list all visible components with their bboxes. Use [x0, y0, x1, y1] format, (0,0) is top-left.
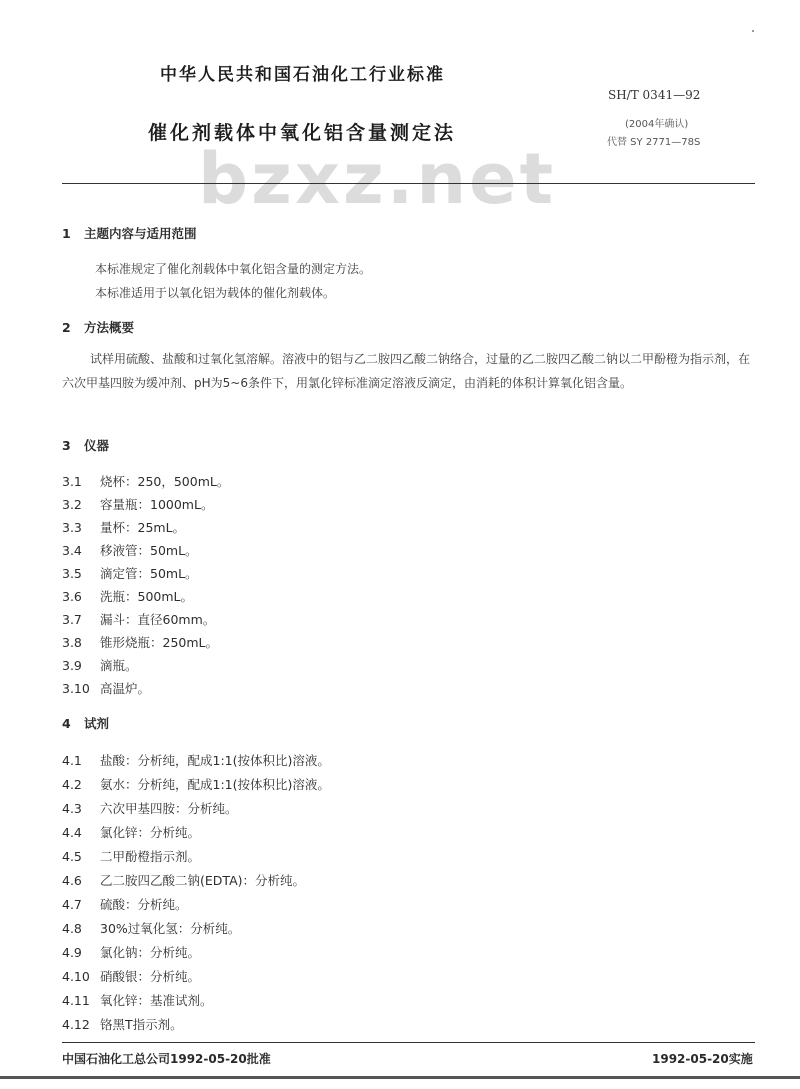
- list-item: 4.5 二甲酚橙指示剂。: [62, 849, 201, 864]
- list-item: 4.3 六次甲基四胺：分析纯。: [62, 801, 238, 816]
- list-item: 4.9 氯化钠：分析纯。: [62, 945, 201, 960]
- list-item: 3.2 容量瓶：1000mL。: [62, 497, 214, 512]
- list-item: 4.1 盐酸：分析纯，配成1:1(按体积比)溶液。: [62, 753, 330, 768]
- list-item: 4.4 氯化锌：分析纯。: [62, 825, 201, 840]
- section-title: 试剂: [84, 716, 110, 731]
- list-item: 4.6 乙二胺四乙酸二钠(EDTA)：分析纯。: [62, 873, 305, 888]
- section-number: 4: [62, 716, 71, 731]
- list-item: 4.7 硫酸：分析纯。: [62, 897, 188, 912]
- confirmation-note: (2004年确认): [625, 119, 689, 130]
- list-item: 3.3 量杯：25mL。: [62, 520, 186, 535]
- list-item: 4.10 硝酸银：分析纯。: [62, 969, 201, 984]
- section-number: 2: [62, 320, 71, 335]
- list-item: 4.8 30%过氧化氢：分析纯。: [62, 921, 241, 936]
- list-item: 3.8 锥形烧瓶：250mL。: [62, 635, 218, 650]
- section-title: 方法概要: [84, 320, 135, 335]
- approval-note: 中国石油化工总公司1992-05-20批准: [62, 1052, 271, 1066]
- section-number: 1: [62, 226, 71, 241]
- section-2-heading: [62, 318, 134, 336]
- document-title: 催化剂载体中氧化铝含量测定法: [148, 122, 457, 144]
- issuing-organization: 中华人民共和国石油化工行业标准: [160, 65, 445, 85]
- standard-code: SH/T 0341—92: [608, 88, 701, 102]
- list-item: 4.12 铬黑T指示剂。: [62, 1017, 183, 1032]
- section-1-paragraph-1: 本标准规定了催化剂载体中氧化铝含量的测定方法。: [95, 262, 372, 276]
- section-1-heading: [62, 224, 197, 242]
- list-item: 3.7 漏斗：直径60mm。: [62, 612, 216, 627]
- section-3-heading: [62, 436, 109, 454]
- scan-edge: [0, 1076, 800, 1079]
- section-4-heading: [62, 714, 109, 732]
- footer-rule: [62, 1042, 755, 1043]
- section-title: 主题内容与适用范围: [84, 226, 197, 241]
- replaces-note: 代替 SY 2771—78S: [607, 137, 701, 148]
- section-2-paragraph: 试样用硫酸、盐酸和过氧化氢溶解。溶液中的铝与乙二胺四乙酸二钠络合，过量的乙二胺四乙酸二钠以二甲酚橙为指示剂，在六次甲基四胺为缓冲剂、pH为5~6条件下，用氯化锌标准滴定溶液反滴定，由消耗的体积计算氧化铝含量。: [62, 352, 751, 390]
- section-1-paragraph-2: 本标准适用于以氧化铝为载体的催化剂载体。: [95, 286, 336, 300]
- list-item: 3.4 移液管：50mL。: [62, 543, 198, 558]
- list-item: 3.1 烧杯：250，500mL。: [62, 474, 230, 489]
- list-item: 3.5 滴定管：50mL。: [62, 566, 198, 581]
- list-item: 3.10 高温炉。: [62, 681, 151, 696]
- list-item: 3.6 洗瓶：500mL。: [62, 589, 193, 604]
- scan-speck: [752, 30, 754, 32]
- watermark: bzxz.net: [198, 138, 557, 220]
- list-item: 4.11 氧化锌：基准试剂。: [62, 993, 213, 1008]
- section-title: 仪器: [84, 438, 110, 453]
- header-rule: [62, 183, 755, 184]
- list-item: 3.9 滴瓶。: [62, 658, 138, 673]
- section-number: 3: [62, 438, 71, 453]
- list-item: 4.2 氨水：分析纯，配成1:1(按体积比)溶液。: [62, 777, 330, 792]
- implementation-date: 1992-05-20实施: [652, 1052, 753, 1066]
